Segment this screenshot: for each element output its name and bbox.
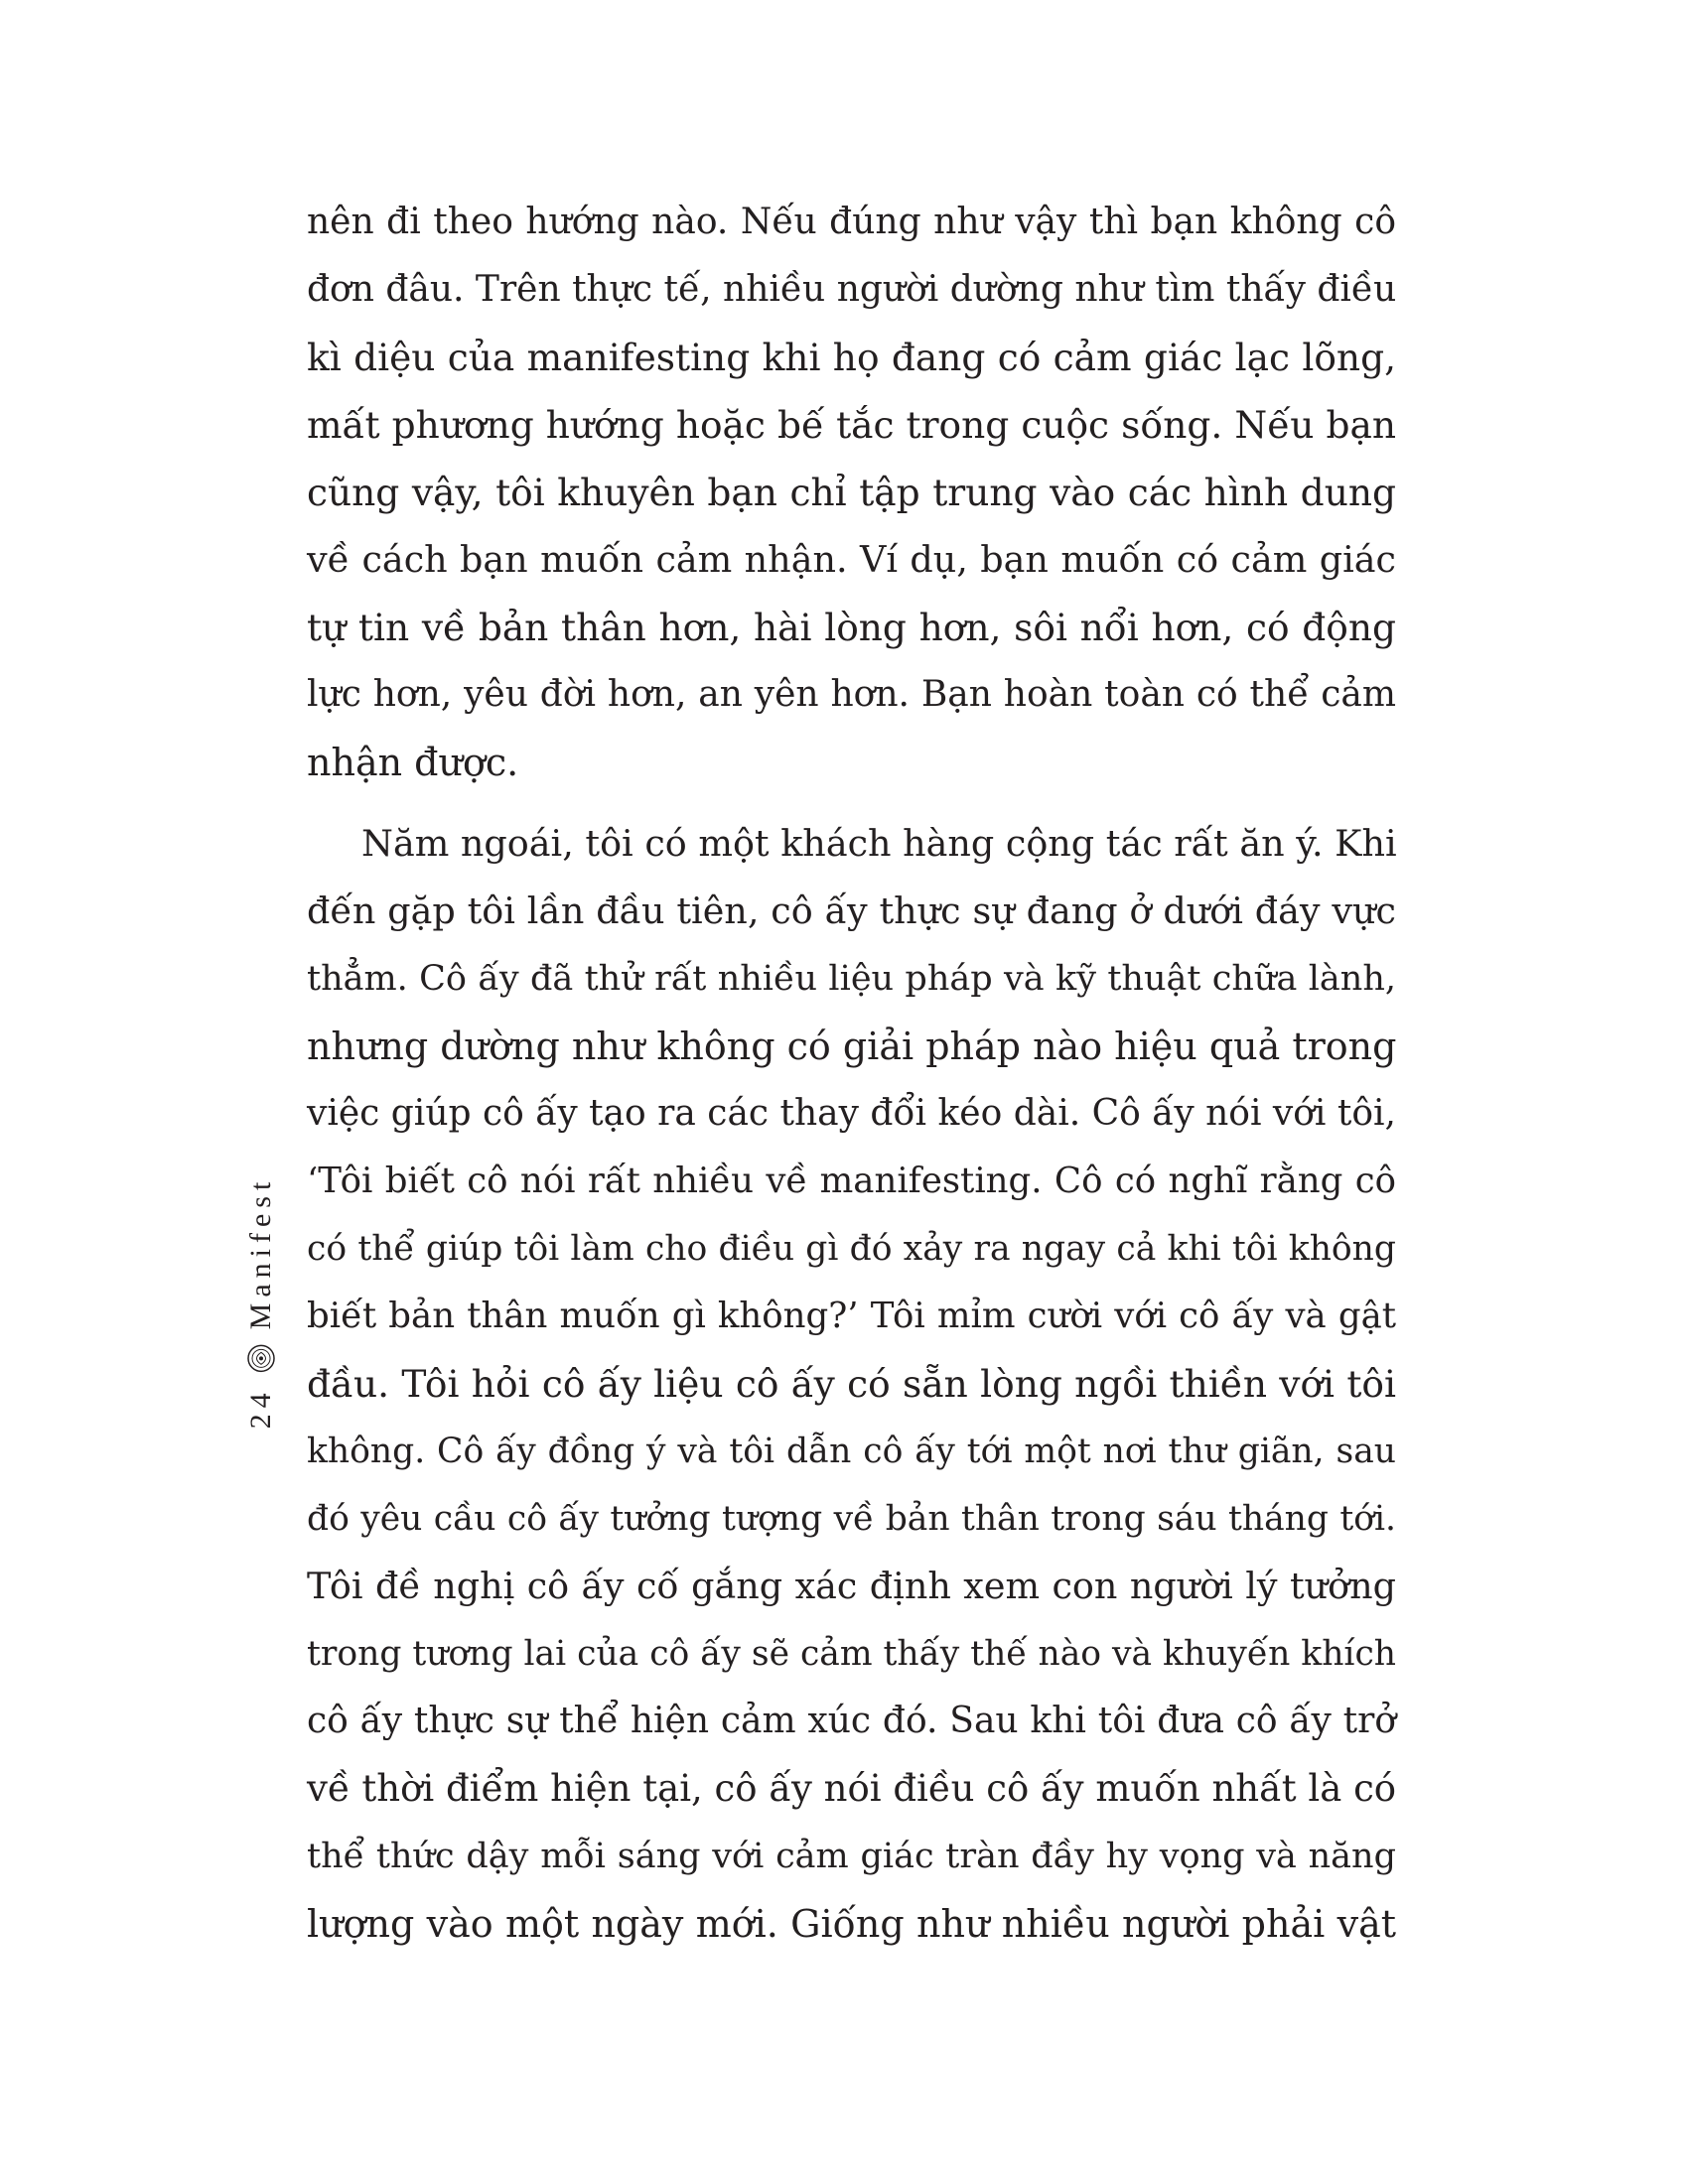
text-line: đầu. Tôi hỏi cô ấy liệu cô ấy có sẵn lòng ngồi thiền với tôi [307,1362,1396,1406]
text-line: về cách bạn muốn cảm nhận. Ví dụ, bạn muốn có cảm giác [307,538,1396,581]
text-line: thẳm. Cô ấy đã thử rất nhiều liệu pháp và kỹ thuật chữa lành, [307,959,1396,999]
text-line: cô ấy thực sự thể hiện cảm xúc đó. Sau khi tôi đưa cô ấy trở [307,1701,1396,1741]
text-line: đơn đâu. Trên thực tế, nhiều người dường như tìm thấy điều [307,269,1397,310]
text-line: việc giúp cô ấy tạo ra các thay đổi kéo dài. Cô ấy nói với tôi, [307,1093,1396,1134]
text-line: lực hơn, yêu đời hơn, an yên hơn. Bạn hoàn toàn có thể cảm [307,674,1396,715]
text-line: nên đi theo hướng nào. Nếu đúng như vậy thì bạn không cô [307,202,1396,242]
text-line: về thời điểm hiện tại, cô ấy nói điều cô ấy muốn nhất là có [307,1767,1397,1810]
text-line: lượng vào một ngày mới. Giống như nhiều người phải vật [307,1902,1396,1946]
running-head-content [244,1176,278,1430]
body-text [307,189,1396,1958]
paragraph-2 [307,810,1396,1958]
running-head [241,1175,281,1430]
text-line: thể thức dậy mỗi sáng với cảm giác tràn đầy hy vọng và năng [307,1837,1396,1876]
text-line: không. Cô ấy đồng ý và tôi dẫn cô ấy tới một nơi thư giãn, sau [307,1432,1396,1471]
text-line: cũng vậy, tôi khuyên bạn chỉ tập trung vào các hình dung [307,471,1396,514]
text-line: Tôi đề nghị cô ấy cố gắng xác định xem con người lý tưởng [307,1565,1396,1607]
page-number: 24 [244,1387,277,1430]
text-line: nhưng dường như không có giải pháp nào hiệu quả trong [307,1024,1397,1068]
text-line: ‘Tôi biết cô nói rất nhiều về manifesting. Cô có nghĩ rằng cô [307,1160,1396,1201]
text-line: nhận được. [307,741,519,784]
text-line: Năm ngoái, tôi có một khách hàng cộng tác rất ăn ý. Khi [361,822,1397,865]
text-line: đến gặp tôi lần đầu tiên, cô ấy thực sự đang ở dưới đáy vực [307,889,1396,932]
text-line: biết bản thân muốn gì không?’ Tôi mỉm cười với cô ấy và gật [307,1296,1396,1336]
text-line: đó yêu cầu cô ấy tưởng tượng về bản thân trong sáu tháng tới. [307,1499,1396,1539]
book-title: Manifest [244,1175,277,1330]
text-line: tự tin về bản thân hơn, hài lòng hơn, sôi nổi hơn, có động [307,606,1396,649]
text-line: kì diệu của manifesting khi họ đang có cảm giác lạc lõng, [307,336,1396,379]
text-line: trong tương lai của cô ấy sẽ cảm thấy thế nào và khuyến khích [307,1634,1396,1674]
text-line: có thể giúp tôi làm cho điều gì đó xảy ra ngay cả khi tôi không [307,1229,1396,1269]
paragraph-1 [307,189,1396,796]
text-line: mất phương hướng hoặc bế tắc trong cuộc sống. Nếu bạn [307,403,1396,447]
emblem-icon [246,1343,276,1373]
